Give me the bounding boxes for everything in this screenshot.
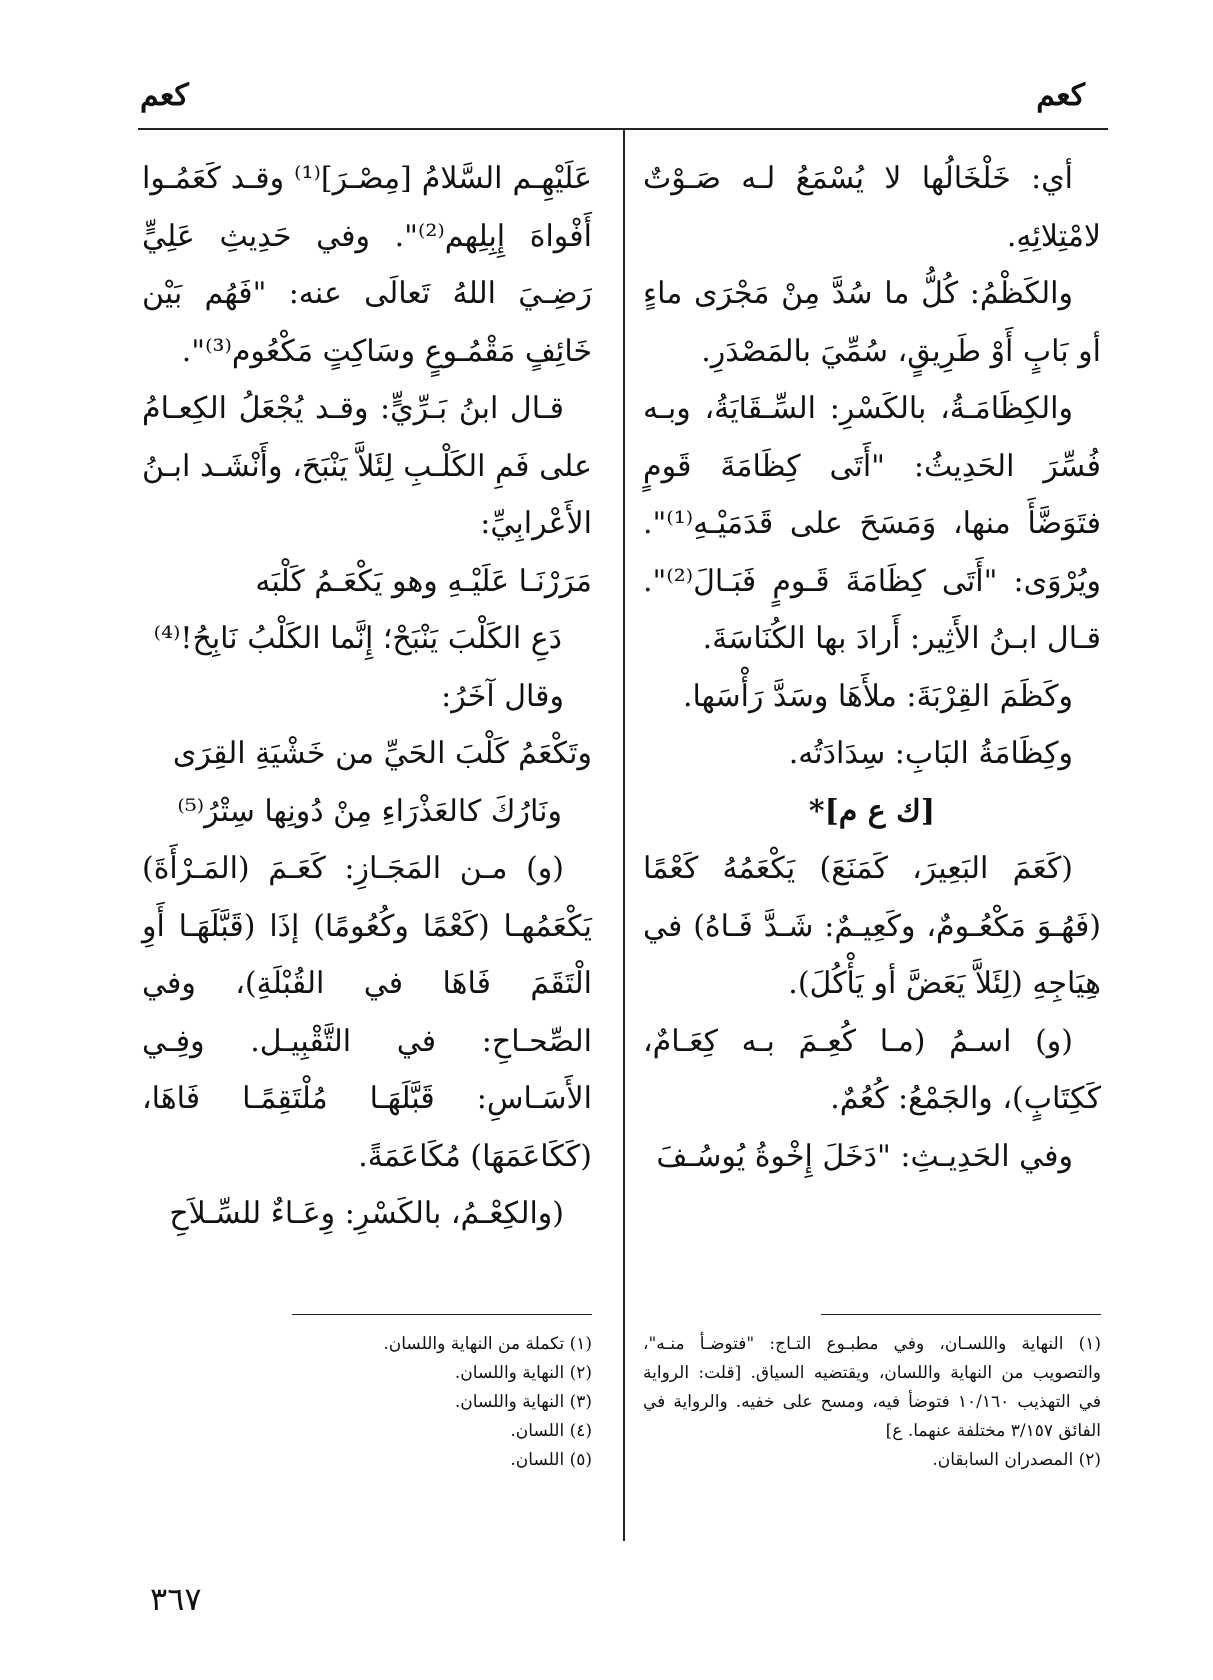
- verse-line: وتَكْعَمُ كَلْبَ الحَيِّ من خَشْيَةِ القِرَى: [172, 736, 592, 771]
- paragraph: (و) اسـمُ (مـا كُعِـمَ بـه كِعَـامٌ، كَكِتَابٍ)، والجَمْعُ: كُعُمٌ.: [643, 1023, 1101, 1116]
- verse-line: دَعِ الكَلْبَ يَنْبَحْ؛ إِنَّما الكَلْبُ نَابِحُ!⁽⁴⁾: [153, 621, 562, 656]
- column-divider: [623, 128, 625, 1541]
- footnote: (١) تكملة من النهاية واللسان.: [383, 1334, 592, 1354]
- verse-line: ونَارُكَ كالعَذْرَاءِ مِنْ دُونِها سِتْرُ⁽⁵⁾: [177, 793, 562, 829]
- entry-heading: [ك ع م]*: [808, 793, 936, 829]
- paragraph: والكَظْمُ: كُلُّ ما سُدَّ مِنْ مَجْرَى ماءٍ أو بَابٍ أَوْ طَرِيقٍ، سُمِّيَ بالمَصْدَرِ.: [643, 276, 1101, 369]
- paragraph: عَلَيْهِـم السَّلامُ [مِصْـرَ]⁽¹⁾ وقـد كَعَمُـوا أَفْواهَ إِبِلِهم⁽²⁾". وفي حَدِيثِ عَلِيٍّ رَضِـيَ اللهُ تَعالَى عنه: "فَهُم بَيْن خَائِفٍ مَقْمُـوعٍ وسَاكِتٍ مَكْعُوم⁽³⁾".: [142, 161, 592, 369]
- running-head-right: كعم: [1036, 78, 1085, 113]
- right-column: [643, 150, 1101, 1185]
- paragraph: (كَعَمَ البَعِيرَ، كَمَنَعَ) يَكْعَمُهُ كَعْمًا (فَهُـوَ مَكْعُـومٌ، وكَعِيـمٌ: شَـدَّ فَـاهُ) في هِيَاجِهِ (لِئَلاَّ يَعَضَّ أو يَأْكُلَ).: [643, 851, 1101, 1001]
- footnote-rule-left: [292, 1314, 592, 1315]
- paragraph: وكِظَامَةُ البَابِ: سِدَادَتُه.: [788, 736, 1073, 771]
- paragraph: وقال آخَرُ:: [441, 678, 564, 714]
- footnote: (٤) اللسان.: [510, 1421, 592, 1441]
- left-column: [142, 150, 592, 1243]
- footnote: (٣) النهاية واللسان.: [454, 1392, 592, 1412]
- paragraph: (والكِعْـمُ، بالكَسْرِ: وِعَـاءٌ للسِّـلاَحِ: [169, 1196, 564, 1231]
- footnote: (٢) المصدران السابقان.: [932, 1450, 1101, 1470]
- paragraph: وفي الحَدِيـثِ: "دَخَلَ إِخْوةُ يُوسُـفَ: [656, 1138, 1073, 1174]
- footnote: (١) النهاية واللسـان، وفي مطبـوع التـاج: "فتوضـأ منـه"، والتصويب من النهاية واللسان، ويقتضيه السياق. [قلت: الرواية في التهذيب ١٠/١٦٠ فتوضأ فيه، ومسح على خفيه. والرواية في الفائق ٣/١٥٧ مختلفة عنهما. ع]: [643, 1334, 1101, 1441]
- running-head-left: كعم: [140, 78, 189, 113]
- footnotes-right: [643, 1330, 1101, 1475]
- paragraph: (و) مـن المَجَـازِ: كَعَـمَ (المَـرْأَةَ) يَكْعَمُهـا (كَعْمًا وكُعُومًا) إذَا (قَبَّلَهَـا أَوِ الْتَقَمَ فَاهَا في القُبْلَةِ)، وفي الصِّحـاحِ: في التَّقْبِيـل. وفِـي الأَسَـاسِ: قَبَّلَهَـا مُلْتَقِمًـا فَاهَا، (كَكَاعَمَهَا) مُكَاعَمَةً.: [142, 851, 592, 1174]
- footnote-rule-right: [821, 1314, 1101, 1315]
- paragraph: أي: خَلْخَالُها لا يُسْمَعُ لـه صَـوْتٌ لامْتِلائِهِ.: [643, 161, 1101, 254]
- footnote: (٥) اللسان.: [510, 1450, 592, 1470]
- footnote: (٢) النهاية واللسان.: [454, 1363, 592, 1383]
- verse-line: مَرَرْنَـا عَلَيْـهِ وهو يَكْعَـمُ كَلْبَه: [255, 563, 592, 599]
- paragraph: وكَظَمَ القِرْبَةَ: ملأَهَا وسَدَّ رَأْسَها.: [683, 678, 1073, 714]
- paragraph: قـال ابنُ بَـرِّيٍّ: وقـد يُجْعَلُ الكِعـامُ على فَمِ الكَلْـبِ لِئَلاَّ يَنْبَحَ، وأَنْشَـد ابـنُ الأَعْرابِيِّ:: [142, 391, 592, 541]
- footnotes-left: [360, 1330, 592, 1475]
- paragraph: والكِظَامَـةُ، بالكَسْرِ: السِّـقَايَةُ، وبـه فُسِّرَ الحَدِيثُ: "أَتَى كِظَامَةَ قَومٍ فتَوَضَّأَ منها، وَمَسَحَ على قَدَمَيْـهِ⁽¹⁾". ويُرْوَى: "أَتَى كِظَامَةَ قَـومٍ فَبَـالَ⁽²⁾". قـال ابـنُ الأَثِير: أَرادَ بها الكُنَاسَةَ.: [643, 391, 1101, 656]
- page-number: ٣٦٧: [150, 1580, 202, 1618]
